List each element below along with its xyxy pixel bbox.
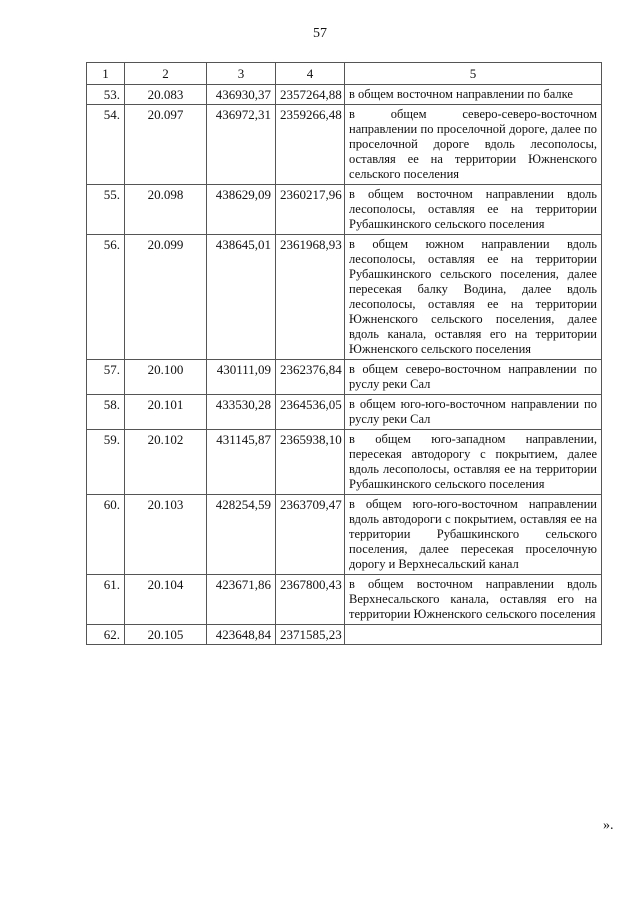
table-row [87, 235, 602, 360]
table-row [87, 85, 602, 105]
y-coordinate-cell: 2363709,47 [276, 495, 345, 575]
row-number-cell: 57. [87, 360, 125, 395]
point-id-cell: 20.104 [125, 575, 207, 625]
row-number-cell: 60. [87, 495, 125, 575]
y-coordinate-cell: 2365938,10 [276, 430, 345, 495]
table-row [87, 105, 602, 185]
boundary-description-cell: в общем восточном направлении вдоль Верхнесальского канала, оставляя его на территории Южненского сельского поселения [345, 575, 602, 625]
row-number-cell: 61. [87, 575, 125, 625]
point-id-cell: 20.097 [125, 105, 207, 185]
header-col-5: 5 [345, 63, 602, 85]
x-coordinate-cell: 430111,09 [207, 360, 276, 395]
y-coordinate-cell: 2364536,05 [276, 395, 345, 430]
closing-quote: ». [603, 818, 614, 833]
row-number-cell: 56. [87, 235, 125, 360]
y-coordinate-cell: 2367800,43 [276, 575, 345, 625]
header-col-2: 2 [125, 63, 207, 85]
table-header-row [87, 63, 602, 85]
table-body [87, 85, 602, 645]
boundary-description-cell: в общем юго-западном направлении, пересекая автодорогу с покрытием, далее вдоль лесополосы, оставляя ее на территории Рубашкинского сельского поселения [345, 430, 602, 495]
point-id-cell: 20.099 [125, 235, 207, 360]
boundary-description-cell: в общем юго-юго-восточном направлении по руслу реки Сал [345, 395, 602, 430]
x-coordinate-cell: 438645,01 [207, 235, 276, 360]
point-id-cell: 20.083 [125, 85, 207, 105]
row-number-cell: 58. [87, 395, 125, 430]
point-id-cell: 20.105 [125, 625, 207, 645]
boundary-description-cell: в общем южном направлении вдоль лесополосы, оставляя ее на территории Рубашкинского сельского поселения, далее пересекая балку Водина, далее вдоль лесополосы, оставляя ее на территории Южненского сельского поселения, далее вдоль канала, оставляя его на территории Южненского сельского поселения [345, 235, 602, 360]
table-row [87, 430, 602, 495]
boundary-description-cell [345, 625, 602, 645]
row-number-cell: 54. [87, 105, 125, 185]
x-coordinate-cell: 436972,31 [207, 105, 276, 185]
x-coordinate-cell: 433530,28 [207, 395, 276, 430]
page-number: 57 [313, 26, 327, 41]
y-coordinate-cell: 2357264,88 [276, 85, 345, 105]
table-row [87, 495, 602, 575]
point-id-cell: 20.102 [125, 430, 207, 495]
point-id-cell: 20.100 [125, 360, 207, 395]
header-col-4: 4 [276, 63, 345, 85]
point-id-cell: 20.098 [125, 185, 207, 235]
y-coordinate-cell: 2371585,23 [276, 625, 345, 645]
table-row [87, 575, 602, 625]
x-coordinate-cell: 423671,86 [207, 575, 276, 625]
y-coordinate-cell: 2362376,84 [276, 360, 345, 395]
x-coordinate-cell: 438629,09 [207, 185, 276, 235]
row-number-cell: 62. [87, 625, 125, 645]
x-coordinate-cell: 436930,37 [207, 85, 276, 105]
row-number-cell: 59. [87, 430, 125, 495]
boundary-description-cell: в общем восточном направлении вдоль лесополосы, оставляя ее на территории Рубашкинского сельского поселения [345, 185, 602, 235]
boundary-description-cell: в общем восточном направлении по балке [345, 85, 602, 105]
y-coordinate-cell: 2360217,96 [276, 185, 345, 235]
y-coordinate-cell: 2361968,93 [276, 235, 345, 360]
table-row [87, 360, 602, 395]
point-id-cell: 20.101 [125, 395, 207, 430]
boundary-description-cell: в общем северо-восточном направлении по руслу реки Сал [345, 360, 602, 395]
y-coordinate-cell: 2359266,48 [276, 105, 345, 185]
row-number-cell: 53. [87, 85, 125, 105]
table-row [87, 185, 602, 235]
row-number-cell: 55. [87, 185, 125, 235]
x-coordinate-cell: 431145,87 [207, 430, 276, 495]
x-coordinate-cell: 428254,59 [207, 495, 276, 575]
header-col-1: 1 [87, 63, 125, 85]
table-row [87, 625, 602, 645]
boundary-description-cell: в общем юго-юго-восточном направлении вдоль автодороги с покрытием, оставляя ее на территории Рубашкинского сельского поселения, далее пересекая проселочную дорогу и Верхнесальский канал [345, 495, 602, 575]
table-row [87, 395, 602, 430]
header-col-3: 3 [207, 63, 276, 85]
boundary-description-cell: в общем северо-северо-восточном направлении по проселочной дороге, далее по проселочной дороге вдоль лесополосы, оставляя ее на территории Южненского сельского поселения [345, 105, 602, 185]
boundary-coordinates-table [86, 62, 602, 645]
point-id-cell: 20.103 [125, 495, 207, 575]
x-coordinate-cell: 423648,84 [207, 625, 276, 645]
